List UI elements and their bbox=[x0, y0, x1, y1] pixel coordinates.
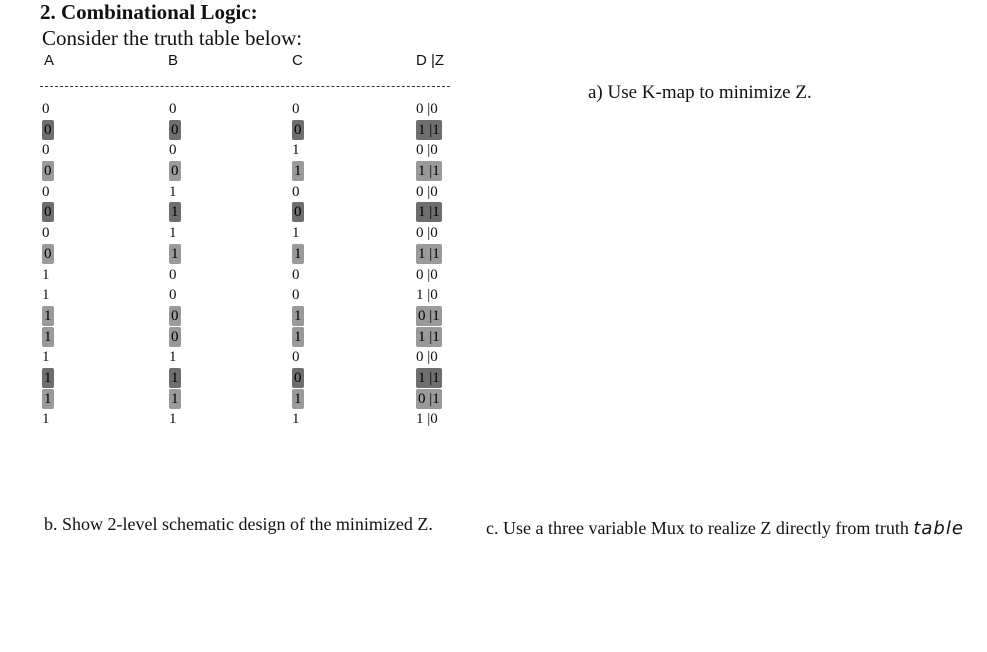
cell-dz: 1 |1 bbox=[418, 163, 440, 180]
cell-dz: 1 |1 bbox=[418, 204, 440, 221]
cell-b: 0 bbox=[169, 266, 177, 283]
cell-b: 0 bbox=[171, 307, 179, 324]
cell-c: 1 bbox=[292, 142, 300, 159]
table-row bbox=[0, 347, 470, 368]
cell-c: 1 bbox=[294, 390, 302, 407]
cell-c: 0 bbox=[292, 183, 300, 200]
table-row bbox=[0, 368, 470, 389]
cell-a: 0 bbox=[42, 142, 50, 159]
question-c bbox=[486, 518, 964, 539]
question-c-handwritten: table bbox=[913, 518, 964, 539]
table-row bbox=[0, 327, 470, 348]
cell-b: 1 bbox=[171, 390, 179, 407]
cell-dz: 0 |1 bbox=[418, 390, 440, 407]
cell-b: 0 bbox=[171, 163, 179, 180]
table-row bbox=[0, 161, 470, 182]
cell-c: 1 bbox=[292, 225, 300, 242]
cell-a: 0 bbox=[42, 183, 50, 200]
cell-dz: 0 |0 bbox=[416, 349, 438, 366]
cell-dz: 0 |0 bbox=[416, 183, 438, 200]
cell-a: 1 bbox=[44, 390, 52, 407]
cell-a: 1 bbox=[44, 307, 52, 324]
cell-a: 0 bbox=[42, 225, 50, 242]
cell-a: 1 bbox=[42, 266, 50, 283]
cell-b: 1 bbox=[169, 183, 177, 200]
cell-dz: 1 |1 bbox=[418, 121, 440, 138]
intro-text: Consider the truth table below: bbox=[42, 26, 303, 50]
cell-c: 0 bbox=[292, 349, 300, 366]
table-row bbox=[0, 409, 470, 430]
cell-c: 0 bbox=[294, 121, 302, 138]
cell-c: 0 bbox=[294, 204, 302, 221]
table-row bbox=[0, 265, 470, 286]
column-header-b: B bbox=[168, 52, 179, 69]
cell-b: 0 bbox=[169, 287, 177, 304]
cell-a: 0 bbox=[44, 121, 52, 138]
header-divider bbox=[40, 86, 450, 87]
truth-table bbox=[0, 99, 470, 430]
table-row bbox=[0, 120, 470, 141]
cell-dz: 1 |1 bbox=[418, 369, 440, 386]
cell-a: 1 bbox=[42, 287, 50, 304]
column-header-dz: D |Z bbox=[416, 52, 445, 69]
question-c-printed: c. Use a three variable Mux to realize Z directly from truth bbox=[486, 518, 909, 538]
cell-c: 1 bbox=[294, 245, 302, 262]
cell-dz: 1 |1 bbox=[418, 245, 440, 262]
cell-c: 0 bbox=[294, 369, 302, 386]
cell-dz: 0 |0 bbox=[416, 142, 438, 159]
cell-dz: 0 |0 bbox=[416, 266, 438, 283]
table-row bbox=[0, 389, 470, 410]
cell-b: 1 bbox=[169, 349, 177, 366]
cell-c: 0 bbox=[292, 266, 300, 283]
table-row bbox=[0, 140, 470, 161]
cell-c: 1 bbox=[294, 328, 302, 345]
cell-dz: 0 |0 bbox=[416, 101, 438, 117]
table-row bbox=[0, 99, 470, 120]
table-row bbox=[0, 223, 470, 244]
cell-b: 0 bbox=[169, 101, 177, 117]
cell-c: 1 bbox=[292, 411, 300, 428]
cell-dz: 0 |1 bbox=[418, 307, 440, 324]
cell-b: 0 bbox=[171, 328, 179, 345]
cell-b: 1 bbox=[169, 411, 177, 428]
cell-b: 1 bbox=[171, 245, 179, 262]
cell-dz: 0 |0 bbox=[416, 225, 438, 242]
cell-a: 0 bbox=[44, 163, 52, 180]
column-header-a: A bbox=[44, 52, 55, 69]
table-row bbox=[0, 244, 470, 265]
cell-c: 0 bbox=[292, 101, 300, 117]
cell-b: 0 bbox=[169, 142, 177, 159]
cell-a: 1 bbox=[44, 328, 52, 345]
cell-a: 0 bbox=[44, 245, 52, 262]
cell-b: 0 bbox=[171, 121, 179, 138]
column-header-c: C bbox=[292, 52, 303, 69]
cell-a: 1 bbox=[42, 349, 50, 366]
cell-b: 1 bbox=[171, 369, 179, 386]
cell-a: 0 bbox=[42, 101, 50, 117]
cell-c: 1 bbox=[294, 163, 302, 180]
cell-c: 1 bbox=[294, 307, 302, 324]
table-row bbox=[0, 285, 470, 306]
cell-c: 0 bbox=[292, 287, 300, 304]
cell-a: 0 bbox=[44, 204, 52, 221]
cell-dz: 1 |1 bbox=[418, 328, 440, 345]
cell-b: 1 bbox=[171, 204, 179, 221]
question-b: b. Show 2-level schematic design of the minimized Z. bbox=[44, 514, 433, 534]
section-heading: 2. Combinational Logic: bbox=[40, 0, 258, 24]
table-row bbox=[0, 306, 470, 327]
table-row bbox=[0, 202, 470, 223]
cell-a: 1 bbox=[42, 411, 50, 428]
cell-b: 1 bbox=[169, 225, 177, 242]
question-a: a) Use K-map to minimize Z. bbox=[588, 82, 812, 103]
cell-dz: 1 |0 bbox=[416, 287, 438, 304]
table-row bbox=[0, 182, 470, 203]
cell-dz: 1 |0 bbox=[416, 411, 438, 428]
cell-a: 1 bbox=[44, 369, 52, 386]
